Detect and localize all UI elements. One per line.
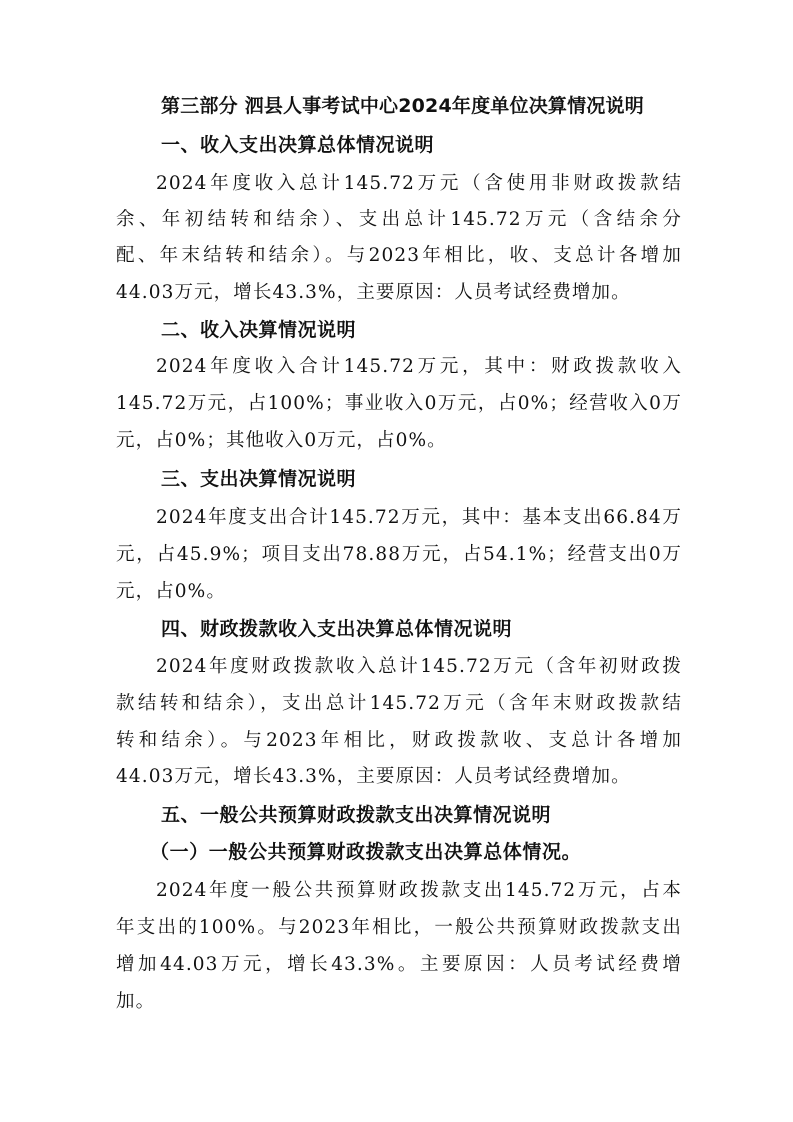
paragraph-line: 2024年度财政拨款收入总计145.72万元（含年初财政拨 [156,656,682,677]
section-heading-3: 三、支出决算情况说明 [161,468,357,490]
paragraph-line: 增加44.03万元，增长43.3%。主要原因：人员考试经费增 [116,954,682,975]
paragraph-line: 145.72万元，占100%；事业收入0万元，占0%；经营收入0万 [116,393,682,414]
document-title: 第三部分 泗县人事考试中心2024年度单位决算情况说明 [161,95,644,117]
section-heading-5: 五、一般公共预算财政拨款支出决算情况说明 [161,804,552,826]
section-heading-2: 二、收入决算情况说明 [161,319,357,341]
paragraph-line: 2024年度收入合计145.72万元，其中：财政拨款收入 [156,356,682,377]
paragraph-line: 加。 [116,991,156,1012]
paragraph-line: 元，占0%。 [116,581,226,602]
paragraph-line: 2024年度支出合计145.72万元，其中：基本支出66.84万 [156,507,682,528]
paragraph-line: 转和结余）。与2023年相比，财政拨款收、支总计各增加 [116,730,682,751]
paragraph-line: 款结转和结余），支出总计145.72万元（含年末财政拨款结 [116,693,682,714]
paragraph-line: 年支出的100%。与2023年相比，一般公共预算财政拨款支出 [116,917,682,938]
paragraph-line: 元，占0%；其他收入0万元，占0%。 [116,430,447,451]
subsection-heading: （一）一般公共预算财政拨款支出决算总体情况。 [150,841,582,863]
section-heading-1: 一、收入支出决算总体情况说明 [161,134,435,156]
paragraph-line: 44.03万元，增长43.3%，主要原因：人员考试经费增加。 [116,282,631,303]
paragraph-line: 2024年度收入总计145.72万元（含使用非财政拨款结 [156,173,682,194]
paragraph-line: 元，占45.9%；项目支出78.88万元，占54.1%；经营支出0万 [116,544,682,565]
paragraph-line: 44.03万元，增长43.3%，主要原因：人员考试经费增加。 [116,766,631,787]
paragraph-line: 配、年末结转和结余）。与2023年相比，收、支总计各增加 [116,245,682,266]
paragraph-line: 2024年度一般公共预算财政拨款支出145.72万元，占本 [156,880,682,901]
paragraph-line: 余、年初结转和结余）、支出总计145.72万元（含结余分 [116,209,682,230]
section-heading-4: 四、财政拨款收入支出决算总体情况说明 [161,618,513,640]
